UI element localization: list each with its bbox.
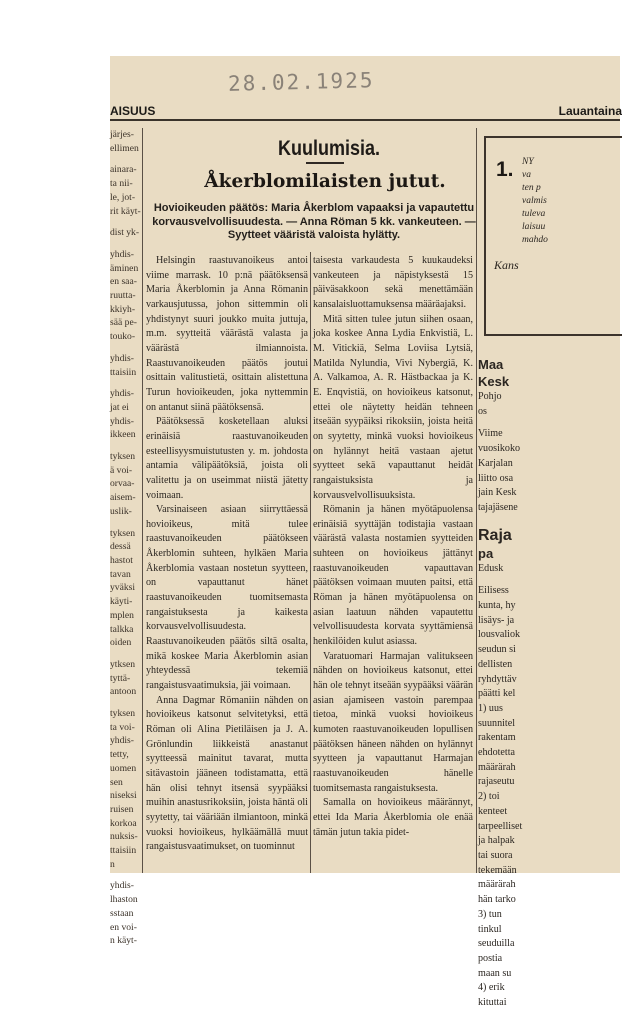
text-line: dellisten: [478, 658, 513, 670]
header-weekday: Lauantaina: [558, 104, 622, 118]
text-line: ellimen: [110, 142, 139, 154]
newspaper-clipping: [110, 56, 622, 1009]
text-line: ttaisiin: [110, 366, 137, 378]
text-line: ttaisiin: [110, 845, 137, 857]
notice-number: 1.: [496, 158, 514, 181]
text-line: antoon: [110, 686, 137, 698]
text-line: tarpeelliset: [478, 820, 523, 832]
text-line: jain Kesk: [478, 487, 517, 499]
notice-line: valmis: [522, 196, 547, 206]
text-line: dist yk-: [110, 227, 140, 239]
text-line: ehdotetta: [478, 747, 515, 759]
paragraph: Anna Dagmar Römaniin nähden on hovioikeus katsonut selvitetyksi, että Röman oli Alina Pietiläisen ja J. A. Grönlundin liikkeistä anastanut syytteessä mainitut tavarat, mutta sitävastoin jääneen todistamatta, että hän olisi tehnyt itsensä syypääksi muihin anastusrikoksiin, joista häntä oli syytetty, tai vääriään ilmiantoon, minkä vuoksi hovioikeus, hylkäämällä muut rangaistusvaatimukset, on tuominnut: [146, 694, 308, 853]
text-line: [110, 240, 140, 248]
article-headline: Åkerblomilaisten jutut.: [204, 171, 446, 192]
section-heading: Raja: [478, 526, 512, 544]
text-line: Eilisess: [478, 585, 509, 597]
text-line: [110, 871, 140, 879]
text-line: n: [110, 858, 115, 870]
section-heading: pa: [478, 545, 494, 561]
text-line: yhdis-: [110, 352, 134, 364]
text-line: yhdis-: [110, 248, 134, 260]
article-column-1: [146, 254, 308, 873]
text-line: sää pe-: [110, 317, 137, 329]
section-kicker: Kuulumisia.: [277, 135, 380, 160]
text-line: orvaa-: [110, 478, 135, 490]
column-divider-left: [142, 128, 143, 873]
text-line: [110, 519, 140, 527]
handwritten-date: 28.02.1925: [227, 68, 375, 96]
text-line: touko-: [110, 331, 136, 343]
paragraph: Varatuomari Harmajan valitukseen nähden on hovioikeus katsonut, ettei hän ole tehnyt itseään syypääksi väärän asian ajamiseen vastoin parempaa tietoa, minkä vuoksi hovioikeus kumoten raastuvanoikeuden lopullisen päätöksen häneen nähden on hylännyt syytteen ja vapauttanut Harmajan raastuvanoikeuden hänelle tuomitsemasta rangaistuksesta.: [313, 650, 473, 794]
text-line: Pohjo: [478, 391, 502, 402]
text-line: tekemään: [478, 864, 517, 876]
notice-signature: Kans: [494, 258, 519, 272]
text-line: ja halpak: [478, 835, 515, 847]
paragraph: Mitä sitten tulee jutun siihen osaan, joka koskee Anna Lydia Enkvistiä, L. M. Vitickiä, Selma Loviisa Lytsiä, Matilda Nylundia, Vivi Nybergiä, K. A. Valkamoa, A. R. Hästbackaa ja K. E. Enqvistiä, on hovioikeus katsonut, ettei ole näytetty heidän tehneen itseään syypäiksi rikoksiin, joista heitä on syytetty, minkä vuoksi hovioikeus on hylännyt heitä vastaan ajetut syytteet sekä vapauttanut heidät rangaistuksista ja korvausvelvollisuuksista.: [313, 313, 473, 501]
text-line: lisäys- ja: [478, 614, 515, 626]
text-line: liitto osa: [478, 472, 514, 484]
text-line: tyksen: [110, 451, 136, 463]
text-line: hän tarko: [478, 894, 516, 906]
text-line: ruutta-: [110, 290, 136, 302]
text-line: sen: [110, 776, 123, 788]
text-line: maan su: [478, 967, 512, 979]
section-heading: Kesk: [478, 374, 510, 389]
text-line: tyttä-: [110, 672, 131, 684]
right-column-text: [478, 562, 620, 1011]
text-line: dessä: [110, 541, 131, 553]
text-line: rakentam: [478, 732, 516, 744]
text-line: tetty,: [110, 749, 129, 761]
text-line: määrärah: [478, 761, 516, 773]
text-line: järjes-: [110, 129, 134, 140]
kicker-rule: [306, 162, 344, 164]
text-line: 1) uus: [478, 702, 503, 714]
paragraph: taisesta varkaudesta 5 kuukaudeksi vankeuteen ja näpistyksestä 15 päiväsakkoon sekä menettämään kansalaisluottamuksensa määräajaksi.: [313, 255, 473, 310]
text-line: sstaan: [110, 907, 134, 919]
text-line: talkka: [110, 623, 134, 635]
text-line: yhdis-: [110, 880, 134, 892]
article-column-2: [313, 254, 473, 873]
right-column-text: [478, 390, 620, 516]
text-line: en saa-: [110, 276, 137, 288]
text-line: [478, 419, 620, 427]
text-line: [110, 344, 140, 352]
text-line: ta nii-: [110, 178, 133, 190]
text-line: mplen: [110, 609, 134, 621]
text-line: [110, 699, 140, 707]
text-line: korkoa: [110, 817, 137, 829]
text-line: rit käyt-: [110, 205, 141, 217]
boxed-notice: [484, 136, 622, 336]
text-line: lhaston: [110, 894, 138, 906]
text-line: oiden: [110, 637, 132, 649]
text-line: ta voi-: [110, 721, 135, 733]
text-line: ruisen: [110, 803, 134, 815]
text-line: yhdis-: [110, 388, 134, 400]
text-line: rajaseutu: [478, 776, 515, 788]
text-line: Karjalan: [478, 457, 513, 469]
text-line: kkiyh-: [110, 303, 136, 315]
text-line: ryhdyttäv: [478, 673, 517, 685]
text-line: uomen: [110, 762, 137, 774]
text-line: ytksen: [110, 658, 136, 670]
text-line: käyti-: [110, 596, 133, 608]
text-line: tai suora: [478, 849, 513, 861]
paragraph: Helsingin raastuvanoikeus antoi viime marrask. 10 p:nä päätöksensä Maria Åkerblomin ja Anna Römanin varkausjutussa, johon sittemmin oli yhdistynyt suuri joukko muita juttuja, m.m. syytteitä väärästä valasta ja väärästä ilmiannoista. Raastuvanoikeuden päätös joutui osittain valitustietä, osittain alistettuna Turun hovioikeuden, joka nyttemmin on antanut siinä päätöksensä.: [146, 255, 308, 413]
page-header: [110, 102, 620, 120]
text-line: tinkul: [478, 923, 502, 935]
notice-line: ten p: [522, 183, 541, 193]
text-line: [110, 650, 140, 658]
text-line: 4) erik: [478, 982, 505, 994]
text-line: ikkeen: [110, 429, 136, 441]
text-line: jat ei: [110, 401, 129, 413]
text-line: [110, 379, 140, 387]
text-line: n käyt-: [110, 935, 137, 947]
text-line: seuduilla: [478, 938, 515, 950]
text-line: yhdis-: [110, 735, 134, 747]
text-line: kunta, hy: [478, 600, 516, 612]
text-line: äminen: [110, 262, 139, 274]
paragraph: Päätöksessä kosketellaan aluksi erinäisiä raastuvanoikeuden esteellisyysmuistutusten y. m. johdosta antamia välipäätöksiä, joista oli valitettu ja on useimmat niistä jätetty voimaan.: [146, 416, 308, 501]
notice-line: mahdo: [522, 235, 548, 245]
text-line: aisem-: [110, 492, 136, 504]
column-divider-middle: [310, 252, 311, 873]
text-line: lousvaliok: [478, 629, 521, 641]
notice-line: laisuu: [522, 222, 546, 232]
notice-line: NY: [522, 157, 534, 167]
section-heading: Maa: [478, 357, 504, 372]
text-line: [110, 155, 140, 163]
text-line: ainara-: [110, 164, 137, 176]
text-line: tyksen: [110, 708, 136, 720]
text-line: yhdis-: [110, 415, 134, 427]
text-line: 2) toi: [478, 791, 500, 803]
header-newspaper-fragment: AISUUS: [110, 104, 156, 118]
text-line: uslik-: [110, 505, 132, 517]
text-line: tajajäsene: [478, 501, 518, 513]
paragraph: Samalla on hovioikeus määrännyt, ettei Ida Maria Åkerblomia ole enää tämän jutun takia pidet-: [313, 797, 473, 838]
text-line: niseksi: [110, 790, 137, 802]
text-line: os: [478, 405, 487, 417]
text-line: kenteet: [478, 805, 508, 817]
text-line: [110, 218, 140, 226]
text-line: tyksen: [110, 527, 136, 539]
text-line: 3) tun: [478, 908, 502, 920]
text-line: tavan: [110, 568, 131, 580]
text-line: Viime: [478, 428, 503, 440]
text-line: suunnitel: [478, 717, 516, 729]
text-line: en voi-: [110, 921, 137, 933]
right-column-fragment: [478, 356, 620, 1009]
paragraph: Varsinaiseen asiaan siirryttäessä hovioikeus, mitä tulee raastuvanoikeuden päätökseen Åkerblomin suhteen, hylkäen Maria Åkerblomia vastaan nostetun syytteen, on vapauttanut hänet raastuvanoikeuden tuomitsemasta rangaistuksesta ja kaikesta korvausvelvollisuudesta. Raastuvanoikeuden päätös siltä osalta, mikä koskee Maria Åkerblomin asian yhteydessä tekemiä rangaistusvaatimuksia, jäi voimaan.: [146, 504, 308, 692]
text-line: päätti kel: [478, 688, 516, 700]
text-line: [110, 442, 140, 450]
text-line: määrärah: [478, 879, 516, 891]
text-line: kituttai: [478, 997, 507, 1009]
text-line: seudun si: [478, 644, 516, 656]
text-line: nuksis-: [110, 831, 138, 843]
paragraph: Römanin ja hänen myötäpuolensa erinäisiä syyttäjän todistajia vastaan väärästä valasta nostamien syytteiden suhteen on hovioikeus jättänyt raastuvanoikeuden vapauttavan päätöksen voimaan muuten paitsi, että Röman ja hänen myötäpuolensa on asian laatuun nähden vapautettu velvollisuudesta korvata syyttämiensä henkilöiden kulut asiassa.: [313, 504, 473, 648]
header-rule: [110, 119, 620, 121]
notice-line: va: [522, 170, 531, 180]
text-line: ä voi-: [110, 464, 133, 476]
left-column-fragment: [110, 128, 141, 947]
text-line: [478, 576, 620, 584]
text-line: hastot: [110, 554, 133, 566]
text-line: Edusk: [478, 562, 504, 574]
text-line: le, jot-: [110, 191, 136, 203]
text-line: postia: [478, 952, 503, 964]
notice-line: tuleva: [522, 209, 546, 219]
text-line: vuosikoko: [478, 443, 521, 455]
article-deck: Hovioikeuden päätös: Maria Åkerblom vapaaksi ja vapautettu korvausvelvollisuudesta. — Anna Röman 5 kk. vankeuteen. — Syytteet vääristä valoista hylätty.: [152, 202, 476, 241]
text-line: yväksi: [110, 582, 136, 594]
notice-text: [522, 156, 548, 247]
